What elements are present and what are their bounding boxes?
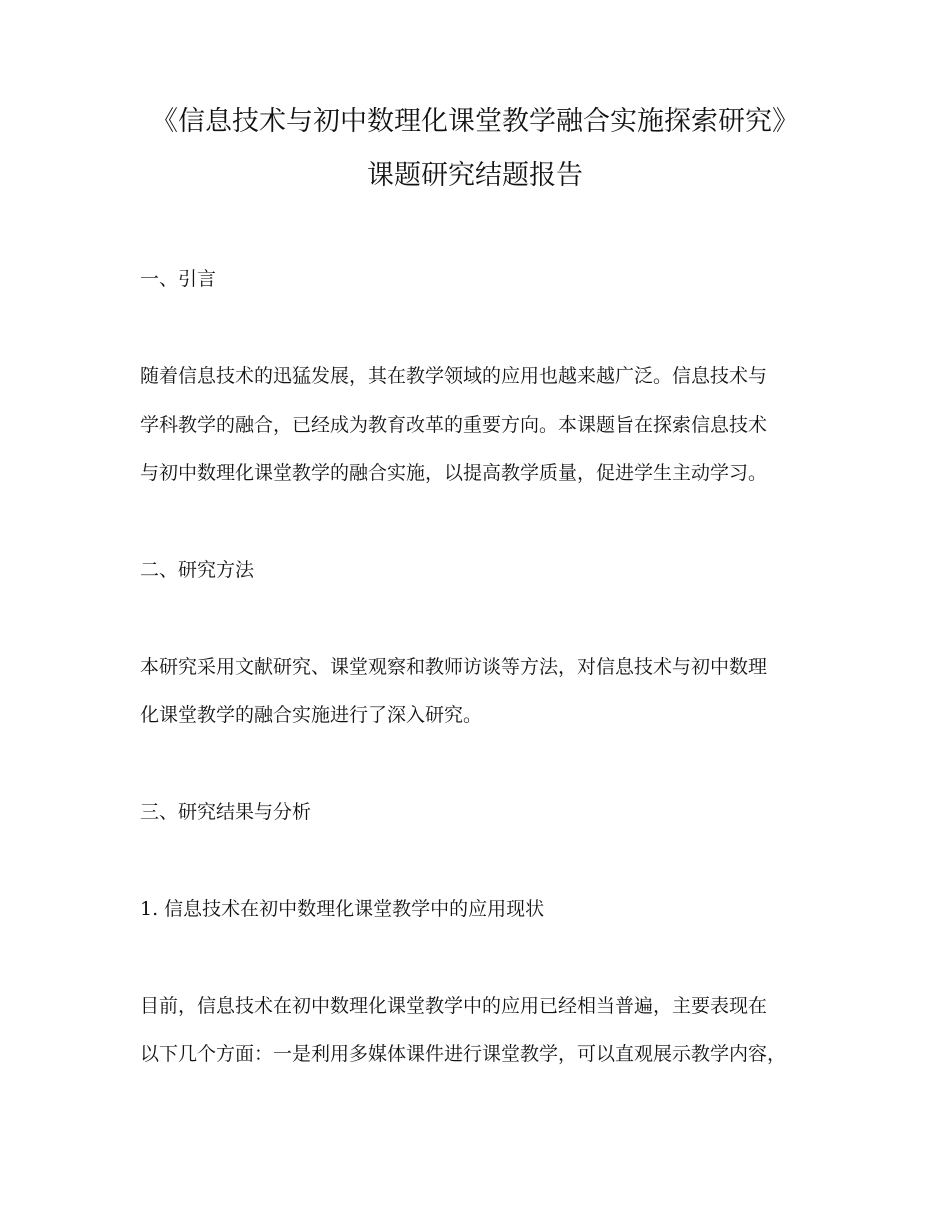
section-heading-methods: 二、研究方法 [140,559,255,581]
paragraph-line: 化课堂教学的融合实施进行了深入研究。 [140,704,483,726]
section-heading-introduction: 一、引言 [140,268,217,290]
paragraph-line: 以下几个方面：一是利用多媒体课件进行课堂教学，可以直观展示教学内容， [140,1043,787,1065]
document-title-line-1: 《信息技术与初中数理化课堂教学融合实施探索研究》 [151,106,799,137]
paragraph-line: 本研究采用文献研究、课堂观察和教师访谈等方法，对信息技术与初中数理 [140,656,768,678]
section-heading-results: 三、研究结果与分析 [140,801,312,823]
subsection-heading: 1. 信息技术在初中数理化课堂教学中的应用现状 [140,898,545,920]
paragraph-line: 目前，信息技术在初中数理化课堂教学中的应用已经相当普遍，主要表现在 [140,995,768,1017]
paragraph-line: 随着信息技术的迅猛发展，其在教学领域的应用也越来越广泛。信息技术与 [140,365,768,387]
paragraph-line: 学科教学的融合，已经成为教育改革的重要方向。本课题旨在探索信息技术 [140,414,768,436]
document-title-line-2: 课题研究结题报告 [367,160,583,191]
paragraph-line: 与初中数理化课堂教学的融合实施，以提高教学质量，促进学生主动学习。 [140,462,768,484]
